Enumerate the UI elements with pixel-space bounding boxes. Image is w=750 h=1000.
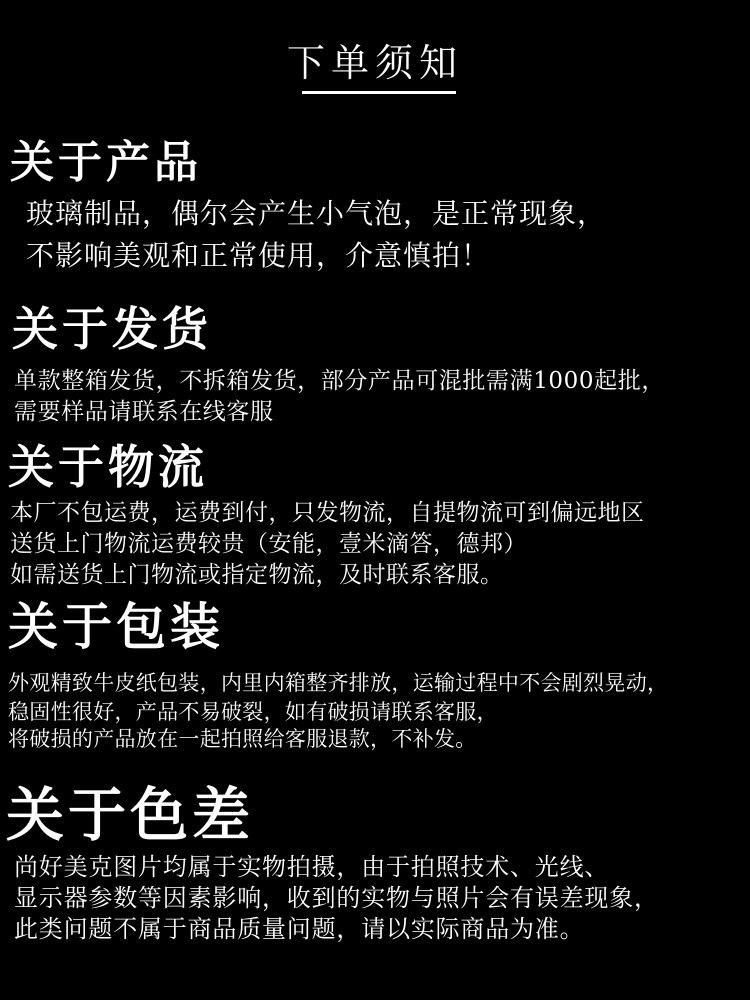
- section-heading-logistics: 关于物流: [8, 440, 208, 494]
- logistics-text-line: 送货上门物流运费较贵（安能，壹米滴答，德邦）: [10, 531, 527, 557]
- packaging-text-line: 稳固性很好，产品不易破裂，如有破损请联系客服，: [8, 700, 498, 724]
- shipping-text-line: 单款整箱发货，不拆箱发货，部分产品可混批需满1000起批，: [14, 368, 665, 394]
- section-heading-shipping: 关于发货: [12, 302, 212, 356]
- logistics-text-line: 本厂不包运费，运费到付，只发物流，自提物流可到偏远地区: [10, 500, 645, 526]
- section-heading-product: 关于产品: [10, 137, 202, 188]
- section-heading-color-difference: 关于色差: [6, 781, 255, 849]
- product-text-line: 玻璃制品，偶尔会产生小气泡，是正常现象，: [26, 197, 607, 230]
- title-underline: [302, 91, 456, 94]
- packaging-text-line: 外观精致牛皮纸包装，内里内箱整齐排放，运输过程中不会剧烈晃动，: [8, 671, 669, 695]
- logistics-text-line: 如需送货上门物流或指定物流，及时联系客服。: [10, 562, 504, 588]
- shipping-text-line: 需要样品请联系在线客服: [14, 399, 274, 425]
- product-text-line: 不影响美观和正常使用，介意慎拍！: [26, 239, 491, 272]
- page-title: 下单须知: [286, 41, 463, 85]
- color-difference-text-line: 显示器参数等因素影响，收到的实物与照片会有误差现象，: [14, 884, 659, 912]
- packaging-text-line: 将破损的产品放在一起拍照给客服退款，不补发。: [8, 727, 477, 751]
- color-difference-text-line: 尚好美克图片均属于实物拍摄，由于拍照技术、光线、: [14, 853, 610, 881]
- section-heading-packaging: 关于包装: [8, 597, 224, 656]
- color-difference-text-line: 此类问题不属于商品质量问题，请以实际商品为准。: [14, 915, 585, 943]
